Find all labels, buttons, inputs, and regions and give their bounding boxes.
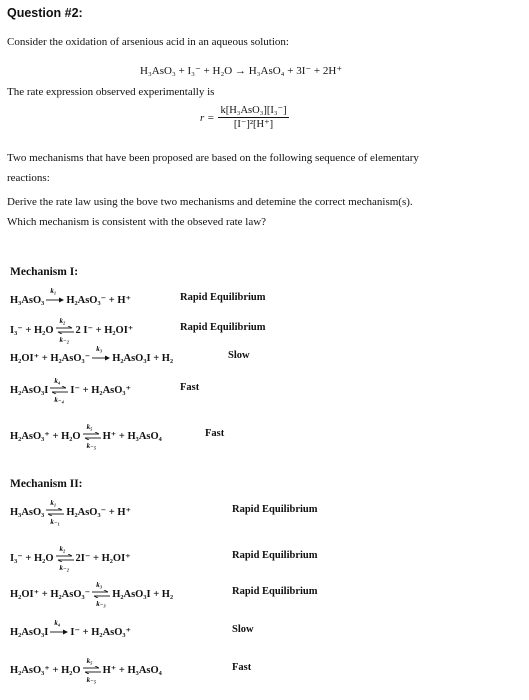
reverse-rate-constant: k₋₃ [96,600,106,608]
reaction-step [10,287,510,308]
step-products: 2 I⁻ + H₂OI⁺ [75,325,134,336]
step-products: H₂AsO₃I + H₂ [112,352,174,364]
reverse-rate-constant: k₋₁ [50,518,60,526]
equilibrium-arrow-icon [56,545,74,572]
intro-text: Consider the oxidation of arsenious acid in an aqueous solution: [7,36,289,48]
step-rate-label: Fast [205,428,225,439]
step-products: H₂AsO₃⁻ + H⁺ [66,295,132,306]
step-rate-label: Rapid Equilibrium [180,322,266,333]
paragraph-1-line-1: Two mechanisms that have been proposed are based on the following sequence of elementary [7,152,419,164]
step-rate-label: Fast [232,662,252,673]
reaction-step [10,657,510,684]
step-rate-label: Slow [228,350,250,361]
forward-arrow-icon [50,619,68,640]
equilibrium-arrow-icon [83,657,101,684]
equilibrium-arrow-icon [46,499,64,526]
equilibrium-arrow-icon [50,377,68,404]
step-rate-label: Fast [180,382,200,393]
step-rate-label: Rapid Equilibrium [180,292,266,303]
rate-expression [200,104,289,131]
rate-numerator: k[H₃AsO₃][I₃⁻] [220,105,287,116]
step-products: 2I⁻ + H₂OI⁺ [75,553,131,564]
equilibrium-arrow-icon [83,423,101,450]
reverse-rate-constant: k₋₅ [86,442,97,450]
reverse-rate-constant: k₋₂ [59,564,70,572]
rate-lhs: r = [200,111,215,124]
mechanism-1-title: Mechanism I: [10,266,79,278]
paragraph-1-line-2: reactions: [7,172,50,184]
forward-rate-constant: k₂ [59,545,66,553]
reverse-rate-constant: k₋₂ [59,336,70,344]
forward-arrow-icon [46,287,64,308]
step-rate-label: Rapid Equilibrium [232,504,318,515]
reaction-step [10,499,510,526]
reaction-step [10,345,510,366]
forward-rate-constant: k₅ [86,423,93,431]
step-reactants: H₂AsO₃⁺ + H₂O [10,431,81,442]
step-products: I⁻ + H₂AsO₃⁺ [70,627,132,638]
rate-denominator: [I⁻]²[H⁺] [233,119,274,130]
reaction-step [10,581,510,608]
forward-rate-constant: k₁ [50,287,57,295]
step-reactants: I₃⁻ + H₂O [10,325,54,336]
equilibrium-arrow-icon [56,317,74,344]
forward-rate-constant: k₃ [96,345,103,353]
step-reactants: H₃AsO₃ [10,294,45,306]
step-products: I⁻ + H₂AsO₃⁺ [70,385,132,396]
overall-reaction: H₃AsO₃ + I₃⁻ + H₂O → H₃AsO₄ + 3I⁻ + 2H⁺ [140,65,343,77]
step-reactants: H₂AsO₃⁺ + H₂O [10,665,81,676]
step-reactants: H₃AsO₃ [10,506,45,518]
forward-arrow-icon [92,345,110,366]
step-rate-label: Slow [232,624,254,635]
step-reactants: H₂OI⁺ + H₂AsO₃⁻ [10,589,91,600]
forward-rate-constant: k₅ [86,657,93,665]
step-reactants: I₃⁻ + H₂O [10,553,54,564]
step-reactants: H₂AsO₃I [10,384,49,396]
step-products: H₂AsO₃⁻ + H⁺ [66,507,132,518]
step-rate-label: Rapid Equilibrium [232,586,318,597]
forward-rate-constant: k₄ [54,377,61,385]
step-reactants: H₂AsO₃I [10,626,49,638]
forward-rate-constant: k₂ [59,317,66,325]
mechanism-2-title: Mechanism II: [10,478,83,490]
step-rate-label: Rapid Equilibrium [232,550,318,561]
reaction-step [10,377,510,404]
reverse-rate-constant: k₋₅ [86,676,97,684]
reaction-step [10,423,510,450]
reverse-rate-constant: k₋₄ [54,396,65,404]
step-products: H⁺ + H₃AsO₄ [102,665,162,676]
question-title: Question #2: [7,6,83,20]
forward-rate-constant: k₁ [50,499,57,507]
forward-rate-constant: k₃ [96,581,103,589]
paragraph-2-line-2: Which mechanism is consistent with the obseved rate law? [7,216,267,228]
rate-fraction [218,104,288,131]
reaction-step [10,619,510,640]
forward-rate-constant: k₄ [54,619,61,627]
reaction-step [10,317,510,344]
step-products: H₂AsO₃I + H₂ [112,588,174,600]
reaction-step [10,545,510,572]
equilibrium-arrow-icon [92,581,110,608]
step-reactants: H₂OI⁺ + H₂AsO₃⁻ [10,353,91,364]
rate-intro: The rate expression observed experimentally is [7,86,215,98]
step-products: H⁺ + H₃AsO₄ [102,431,162,442]
paragraph-2-line-1: Derive the rate law using the bove two mechanisms and detemine the correct mechanism(s). [7,196,413,208]
